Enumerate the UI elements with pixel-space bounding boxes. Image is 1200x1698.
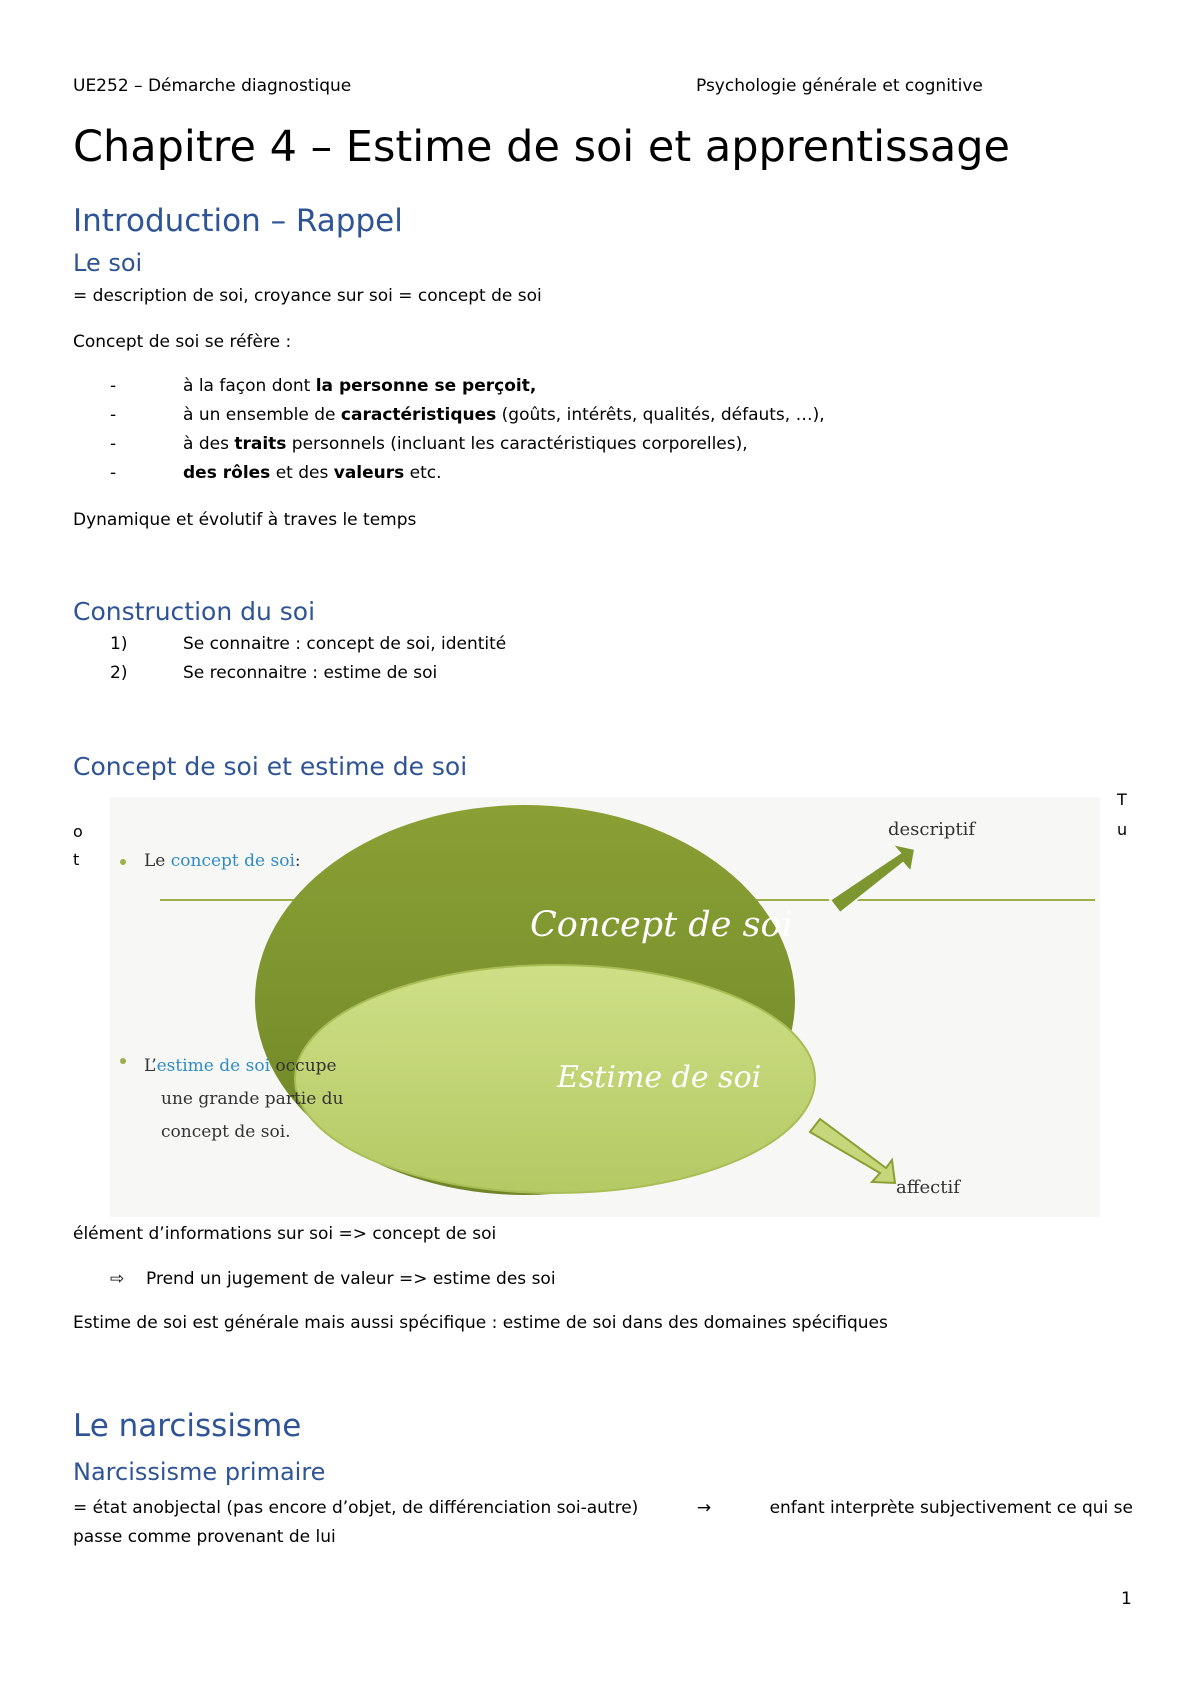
concept-estime-heading: Concept de soi et estime de soi xyxy=(73,752,468,781)
le-soi-list: - à la façon dont la personne se perçoit, - à un ensemble de caractéristiques (goûts, intérêts, qualités, défauts, …), - à des traits personnels (incluant les caractéristiques corporelles), - des rôles et des valeurs etc. xyxy=(110,376,825,483)
dynamic-text: Dynamique et évolutif à traves le temps xyxy=(73,510,417,530)
arrow-label-top: descriptif xyxy=(888,819,976,840)
construction-heading: Construction du soi xyxy=(73,597,316,626)
margin-letter: u xyxy=(1117,820,1128,839)
page-title: Chapitre 4 – Estime de soi et apprentissage xyxy=(73,122,1010,172)
narcissisme-heading: Le narcissisme xyxy=(73,1408,302,1444)
concept-estime-figure xyxy=(110,797,1100,1217)
intro-heading: Introduction – Rappel xyxy=(73,203,403,239)
inner-label: Estime de soi xyxy=(557,1060,762,1095)
header-right: Psychologie générale et cognitive xyxy=(696,76,983,96)
le-soi-heading: Le soi xyxy=(73,249,143,277)
page-number: 1 xyxy=(1121,1589,1132,1609)
construction-list: 1) Se connaitre : concept de soi, identité 2) Se reconnaitre : estime de soi xyxy=(110,634,507,683)
outer-label: Concept de soi xyxy=(530,905,793,945)
element-info: élément d’informations sur soi => concept de soi xyxy=(73,1224,497,1244)
arrow-descriptif-icon xyxy=(830,844,915,913)
margin-letter: o xyxy=(73,822,83,841)
le-soi-refers: Concept de soi se réfère : xyxy=(73,332,292,352)
general-text: Estime de soi est générale mais aussi spécifique : estime de soi dans des domaines spécifiques xyxy=(73,1313,888,1333)
narcissisme-primaire-heading: Narcissisme primaire xyxy=(73,1458,326,1486)
bullet-estime: L’estime de soi occupe une grande partie du concept de soi. xyxy=(144,1056,344,1142)
margin-letter: T xyxy=(1117,790,1127,809)
arrow-affectif-icon xyxy=(810,1119,895,1183)
le-soi-definition: = description de soi, croyance sur soi = concept de soi xyxy=(73,286,542,306)
bullet-concept: Le concept de soi: xyxy=(144,851,301,871)
margin-letter: t xyxy=(73,850,80,869)
arrow-right-icon: ⇨ xyxy=(110,1269,125,1289)
narcissisme-primaire-text: = état anobjectal (pas encore d’objet, de différenciation soi-autre) → enfant interprète subjectivement ce qui se passe comme provenant de lui xyxy=(73,1494,1133,1552)
arrow-right-icon: → xyxy=(696,1498,712,1518)
header-left: UE252 – Démarche diagnostique xyxy=(73,76,352,96)
arrow-label-bottom: affectif xyxy=(896,1177,960,1198)
